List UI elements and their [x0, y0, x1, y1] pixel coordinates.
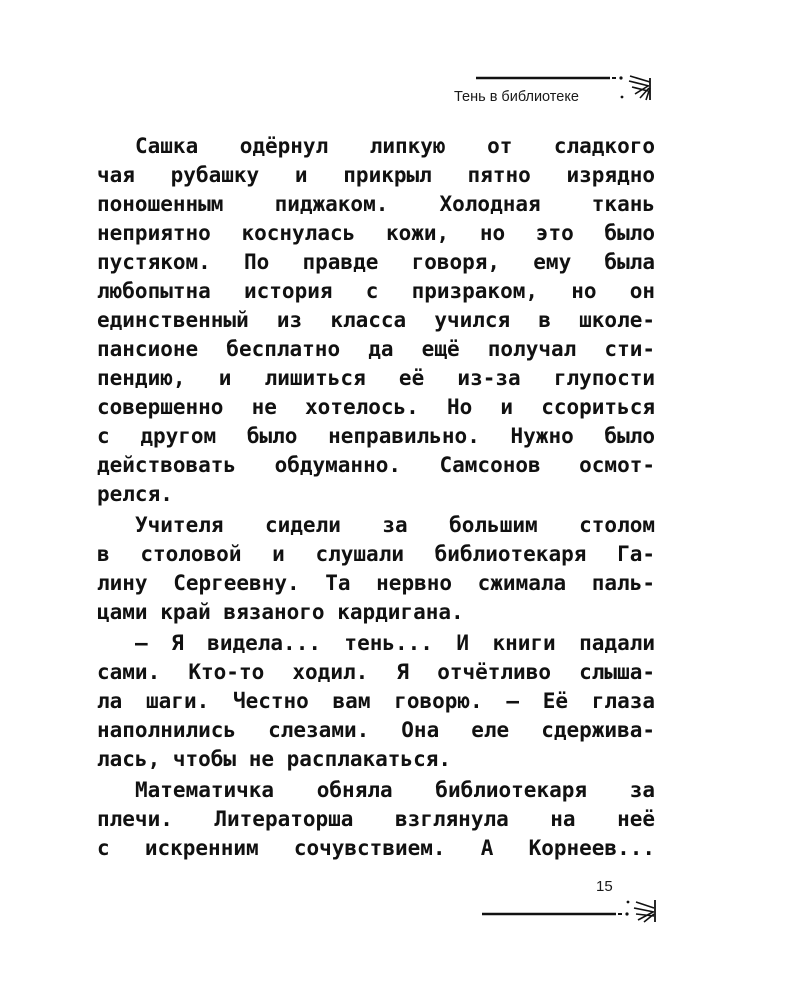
text-line: лась, чтобы не расплакаться. [97, 747, 452, 771]
text-line: с искренним сочувствием. А Корнеев... [97, 836, 655, 860]
text-line: ла шаги. Честно вам говорю. — Её глаза [97, 689, 655, 713]
text-line: чая рубашку и прикрыл пятно изрядно [97, 163, 655, 187]
page-number: 15 [596, 878, 613, 895]
text-line: сами. Кто-то ходил. Я отчётливо слыша- [97, 660, 655, 684]
text-line: Математичка обняла библиотекаря за [135, 778, 655, 802]
text-line: пустяком. По правде говоря, ему была [97, 250, 655, 274]
text-line: — Я видела... тень... И книги падали [135, 631, 655, 655]
text-line: единственный из класса учился в школе- [97, 308, 655, 332]
text-line: действовать обдуманно. Самсонов осмот- [97, 453, 655, 477]
text-line: в столовой и слушали библиотекаря Га- [97, 542, 655, 566]
running-title: Тень в библиотеке [454, 89, 579, 105]
text-line: неприятно коснулась кожи, но это было [97, 221, 655, 245]
body-text [97, 132, 655, 863]
page-header [440, 64, 660, 114]
text-line: поношенным пиджаком. Холодная ткань [97, 192, 655, 216]
page-footer [470, 872, 670, 932]
text-line: совершенно не хотелось. Но и ссориться [97, 395, 655, 419]
text-line: Сашка одёрнул липкую от сладкого [135, 134, 655, 158]
text-line: с другом было неправильно. Нужно было [97, 424, 655, 448]
text-line: цами край вязаного кардигана. [97, 600, 464, 624]
text-line: релся. [97, 482, 173, 506]
text-line: лину Сергеевну. Та нервно сжимала паль- [97, 571, 655, 595]
text-line: наполнились слезами. Она еле сдержива- [97, 718, 655, 742]
footer-ornament-icon [470, 872, 670, 932]
text-line: пендию, и лишиться её из-за глупости [97, 366, 655, 390]
text-line: пансионе бесплатно да ещё получал сти- [97, 337, 655, 361]
text-line: плечи. Литераторша взглянула на неё [97, 807, 655, 831]
text-line: Учителя сидели за большим столом [135, 513, 655, 537]
text-line: любопытна история с призраком, но он [97, 279, 655, 303]
